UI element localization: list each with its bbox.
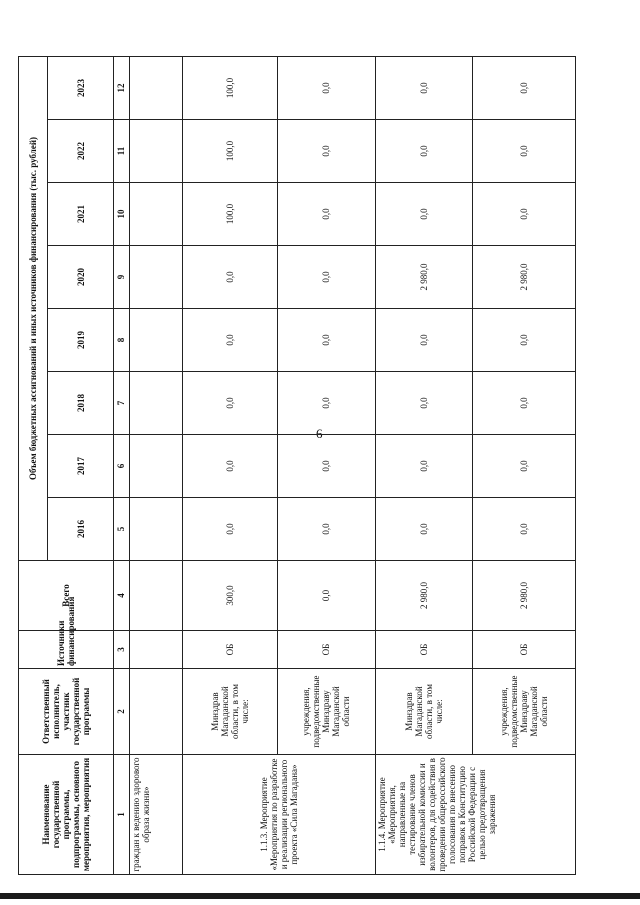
- row-value: 0,0: [376, 183, 473, 246]
- column-number: 4: [113, 561, 130, 631]
- row-value: 0,0: [376, 56, 473, 119]
- row-value: 0,0: [182, 246, 277, 309]
- column-number: 7: [113, 372, 130, 435]
- row-value: [130, 435, 183, 498]
- row-value: [130, 120, 183, 183]
- row-value: [130, 246, 183, 309]
- row-value: 0,0: [277, 309, 376, 372]
- row-executor: Минздрав Магаданской области, в том числе:: [376, 669, 473, 755]
- header-year: 2020: [48, 246, 113, 309]
- row-value: 0,0: [472, 309, 575, 372]
- row-executor: Минздрав Магаданской области, в том числе:: [182, 669, 277, 755]
- row-value: 0,0: [277, 183, 376, 246]
- row-value: 0,0: [472, 498, 575, 561]
- row-value: 0,0: [277, 498, 376, 561]
- row-value: 0,0: [472, 183, 575, 246]
- table-row: [182, 56, 277, 874]
- row-value: 0,0: [277, 120, 376, 183]
- row-name: 1.1.3. Мероприятие «Мероприятия по разработке и реализации регионального проекта «Сила Магадана»: [182, 755, 375, 875]
- row-value: [130, 372, 183, 435]
- header-year: 2022: [48, 120, 113, 183]
- scan-bottom-edge: [0, 893, 640, 899]
- row-value: [130, 183, 183, 246]
- column-number: 9: [113, 246, 130, 309]
- header-year: 2023: [48, 56, 113, 119]
- row-value: 100,0: [182, 56, 277, 119]
- row-value: 2 980,0: [472, 246, 575, 309]
- row-value: 0,0: [376, 435, 473, 498]
- row-value: [130, 309, 183, 372]
- header-year: 2018: [48, 372, 113, 435]
- header-executor: Ответственный исполнитель, участник государственной программы: [19, 669, 114, 755]
- row-executor: учреждения, подведомственные Минздраву Магаданской области: [277, 669, 376, 755]
- row-value: [130, 498, 183, 561]
- row-total: 2 980,0: [376, 561, 473, 631]
- column-number: 6: [113, 435, 130, 498]
- row-source: ОБ: [182, 631, 277, 669]
- row-executor: [130, 669, 183, 755]
- column-number: 1: [113, 755, 130, 875]
- header-year: 2019: [48, 309, 113, 372]
- budget-table-rotated: [18, 57, 576, 875]
- row-value: [130, 56, 183, 119]
- row-value: 0,0: [277, 435, 376, 498]
- column-number: 8: [113, 309, 130, 372]
- column-number: 12: [113, 56, 130, 119]
- header-year: 2021: [48, 183, 113, 246]
- row-value: 0,0: [277, 372, 376, 435]
- table-row: [277, 56, 376, 874]
- row-value: 0,0: [472, 435, 575, 498]
- row-value: 2 980,0: [376, 246, 473, 309]
- column-number: 11: [113, 120, 130, 183]
- row-value: 0,0: [472, 56, 575, 119]
- budget-table: [18, 56, 576, 875]
- row-source: ОБ: [376, 631, 473, 669]
- row-executor: учреждения, подведомственные Минздраву Магаданской области: [472, 669, 575, 755]
- row-value: 100,0: [182, 120, 277, 183]
- column-number: 10: [113, 183, 130, 246]
- header-source: Источники финансирования: [19, 631, 114, 669]
- row-value: 0,0: [182, 309, 277, 372]
- row-name: 1.1.4. Мероприятие «Мероприятия, направленные на тестирование членов избирательной комиссии и волонтеров, для содействия в проведении общероссийского голосования по внесению поправок в Конституцию Российской Федерации с целью предотвращения заражения: [376, 755, 576, 875]
- table-row: [376, 56, 473, 874]
- row-value: 0,0: [472, 372, 575, 435]
- row-value: 0,0: [277, 56, 376, 119]
- column-number: 2: [113, 669, 130, 755]
- column-number-row: [113, 56, 130, 874]
- header-total: Всего: [19, 561, 114, 631]
- row-total: 300,0: [182, 561, 277, 631]
- header-year: 2016: [48, 498, 113, 561]
- row-value: 0,0: [182, 372, 277, 435]
- table-row: [130, 56, 183, 874]
- row-source: ОБ: [472, 631, 575, 669]
- row-value: 0,0: [376, 372, 473, 435]
- row-value: 0,0: [182, 435, 277, 498]
- row-value: 0,0: [376, 120, 473, 183]
- row-source: ОБ: [277, 631, 376, 669]
- row-total: [130, 561, 183, 631]
- row-total: 2 980,0: [472, 561, 575, 631]
- row-value: 0,0: [376, 498, 473, 561]
- header-year: 2017: [48, 435, 113, 498]
- row-value: 0,0: [182, 498, 277, 561]
- row-source: [130, 631, 183, 669]
- column-number: 5: [113, 498, 130, 561]
- row-value: 0,0: [277, 246, 376, 309]
- header-funding-group: Объем бюджетных ассигнований и иных источников финансирования (тыс. рублей): [19, 56, 48, 560]
- row-name: граждан к ведению здорового образа жизни»: [130, 755, 183, 875]
- table-row: [472, 56, 575, 874]
- row-total: 0,0: [277, 561, 376, 631]
- header-name: Наименование государственной программы, подпрограммы, основного мероприятия, мероприятия: [19, 755, 114, 875]
- row-value: 0,0: [376, 309, 473, 372]
- row-value: 100,0: [182, 183, 277, 246]
- page-number: 6: [316, 426, 323, 441]
- column-number: 3: [113, 631, 130, 669]
- row-value: 0,0: [472, 120, 575, 183]
